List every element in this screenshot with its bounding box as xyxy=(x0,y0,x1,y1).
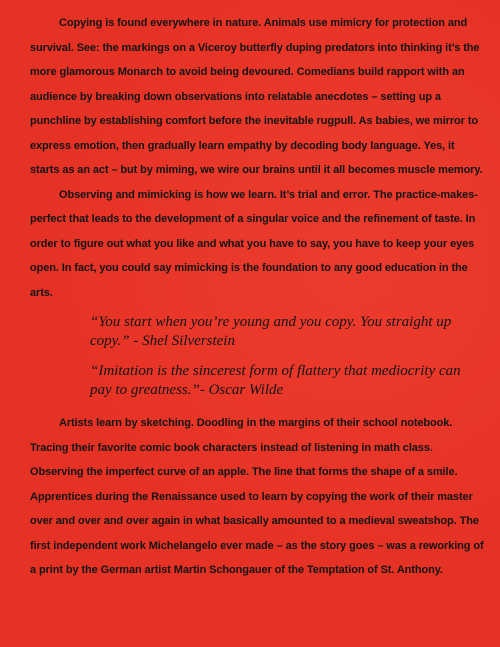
quote-shel-silverstein: “You start when you’re young and you copy. You straight up copy.” - Shel Silverstein xyxy=(90,314,452,349)
paragraph-copying-in-nature: Copying is found everywhere in nature. Animals use mimicry for protection and survival. See: the markings on a Viceroy butterfly duping predators into thinking it’s the more glamorous Monarch to avoid being devoured. Comedians build rapport with an audience by breaking down observations into relatable anecdotes – setting up a punchline by establishing comfort before the inevitable rugpull. As babies, we mirror to express emotion, then gradually learn empathy by decoding body language. Yes, it starts as an act – but by miming, we wire our brains until it all becomes muscle memory. xyxy=(30,17,483,176)
paragraph-artists-learn-by-sketching: Artists learn by sketching. Doodling in the margins of their school notebook. Tracing their favorite comic book characters instead of listening in math class. Observing the imperfect curve of an apple. The line that forms the shape of a smile. Apprentices during the Renaissance used to learn by copying the work of their master over and over and over again in what basically amounted to a medieval sweatshop. The first independent work Michelangelo ever made – as the story goes – was a reworking of a print by the German artist Martin Schongauer of the Temptation of St. Anthony. xyxy=(30,417,484,576)
paragraph-observing-and-mimicking: Observing and mimicking is how we learn. It’s trial and error. The practice-makes-perfect that leads to the development of a singular voice and the refinement of taste. In order to figure out what you like and what you have to say, you have to keep your eyes open. In fact, you could say mimicking is the foundation to any good education in the arts. xyxy=(30,188,478,299)
quote-oscar-wilde: “Imitation is the sincerest form of flattery that mediocrity can pay to greatness.”- Oscar Wilde xyxy=(90,363,461,398)
quote-block xyxy=(30,305,486,400)
